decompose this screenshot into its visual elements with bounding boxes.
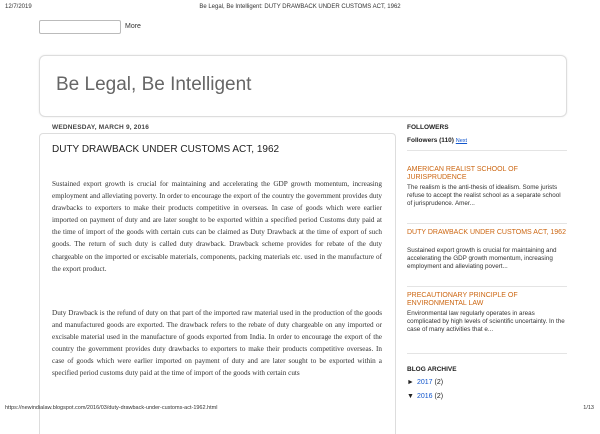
print-doc-title: Be Legal, Be Intelligent: DUTY DRAWBACK UNDER CUSTOMS ACT, 1962 (199, 4, 401, 10)
popular-post-divider (407, 286, 567, 287)
archive-item[interactable] (407, 393, 443, 400)
archive-year[interactable]: 2017 (417, 379, 433, 386)
post-title[interactable]: DUTY DRAWBACK UNDER CUSTOMS ACT, 1962 (52, 144, 280, 155)
navbar-search-input[interactable] (39, 20, 121, 34)
post-paragraph-1: Sustained export growth is crucial for maintaining and accelerating the GDP growth momentum, increasing employment and alleviating poverty. In order to encourage the export of the country the government provides duty drawbacks to exporters to make their products competitive in overseas. In case of goods which were earlier imported on payment of duty and are later sought to be exported within a specified period Customs duty paid at the time of import of the goods with certain cuts can be claimed as Duty Drawback at the time of export of such goods. The return of such duty is called duty drawback. Drawback scheme provides for rebate of the duty chargeable on the imported or excisable materials, components, packing materials etc. used in the manufacture of the export product. (52, 180, 382, 273)
expanded-triangle-icon[interactable]: ▼ (407, 393, 414, 400)
popular-post-snippet: The realism is the anti-thesis of idealism. Some jurists refuse to accept the realist school as a separate school of jurisprudence. Amer... (407, 184, 561, 207)
archive-count: (2) (434, 379, 444, 386)
post-paragraph-2: Duty Drawback is the refund of duty on that part of the imported raw material used in the production of the goods and manufactured goods are exported. The drawback refers to the rebate of duty chargeable on any imported or excisable material used in the manufacture of goods exported from India. In order to encourage the export of the country the government provides duty drawbacks to exporters to make their products competitive overseas. In case of goods which were earlier imported on payment of duty and are later sought to be exported within a specified period customs duty paid at the time of import of the goods with certain cuts (52, 309, 382, 378)
print-url: https://newindialaw.blogspot.com/2016/03/duty-drawback-under-customs-act-1962.html (5, 405, 218, 411)
archive-heading: BLOG ARCHIVE (407, 366, 457, 373)
post-date: WEDNESDAY, MARCH 9, 2016 (52, 124, 150, 131)
popular-post-snippet: Environmental law regularly operates in areas complicated by high levels of scientific uncertainty. In the case of many activities that e... (407, 310, 565, 333)
popular-post-divider (407, 223, 567, 224)
blog-title[interactable]: Be Legal, Be Intelligent (56, 74, 252, 95)
print-page-number: 1/13 (583, 405, 594, 411)
print-date: 12/7/2019 (5, 4, 32, 10)
followers-heading: FOLLOWERS (407, 124, 449, 131)
archive-year[interactable]: 2016 (417, 393, 433, 400)
popular-post-snippet: Sustained export growth is crucial for maintaining and accelerating the GDP growth momentum, increasing employment and alleviating povert... (407, 247, 557, 270)
sidebar-divider (407, 353, 567, 354)
followers-next-link[interactable]: Next (455, 138, 468, 144)
popular-post-title[interactable]: DUTY DRAWBACK UNDER CUSTOMS ACT, 1962 (407, 229, 566, 236)
followers-label: Followers (110) (407, 137, 454, 144)
followers-count (407, 137, 467, 144)
sidebar-divider (407, 150, 567, 151)
navbar-more-link[interactable]: More (125, 23, 141, 30)
collapsed-triangle-icon[interactable]: ► (407, 379, 414, 386)
popular-post-title[interactable]: AMERICAN REALIST SCHOOL OF JURISPRUDENCE (407, 166, 518, 181)
archive-count: (2) (434, 393, 444, 400)
popular-post-title[interactable]: PRECAUTIONARY PRINCIPLE OF ENVIRONMENTAL LAW (407, 292, 518, 307)
archive-item[interactable] (407, 379, 443, 386)
